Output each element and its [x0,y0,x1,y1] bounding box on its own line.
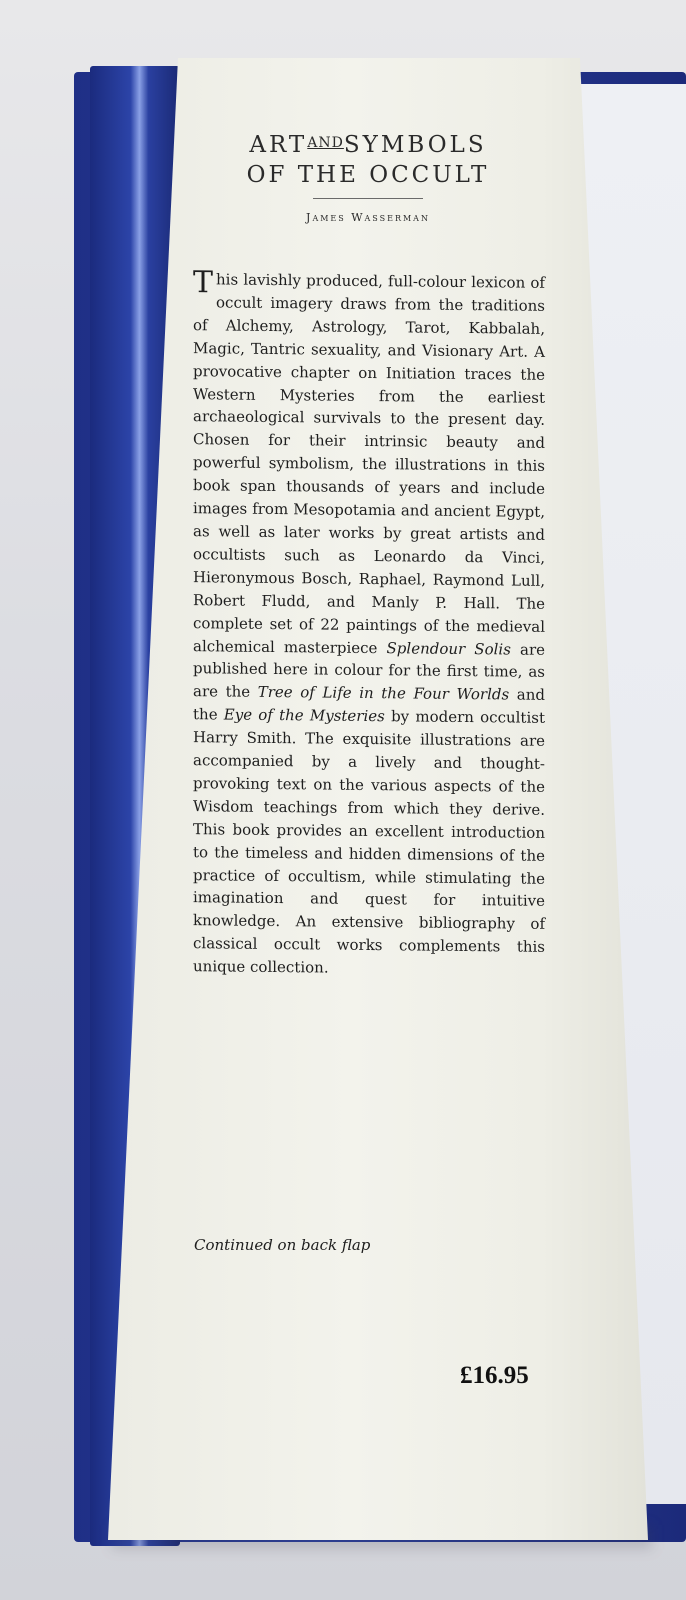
title-divider [313,198,423,199]
flap-header [182,128,554,250]
blurb-part-2: are published here in colour for the first time, as are the [193,639,545,702]
blurb-part-4: by modern occultist Harry Smith. The exquisite illustrations are accompanied by a lively and thought-provoking text on the various aspects of the Wisdom teachings from which they derive. This book provides an excellent introduction to the timeless and hidden dimensions of the practice of occultism, while stimulating the imagination and quest for intuitive knowledge. An extensive bibliography of classical occult works complements this unique collection. [193,707,545,977]
title-word-art: ART [249,132,308,158]
blurb-text [193,265,545,982]
continued-note: Continued on back flap [194,1236,371,1254]
price-label: £16.95 [460,1362,529,1389]
blurb-part-3: and the [193,685,545,724]
blurb-italic-3: Eye of the Mysteries [223,705,385,726]
title-word-and: AND [307,135,344,151]
author-name: James Wasserman [306,211,430,224]
title-word-symbols: SYMBOLS [343,132,487,158]
book-title [182,128,554,190]
blurb-italic-2: Tree of Life in the Four Worlds [257,683,510,704]
drop-cap: T [193,265,214,301]
blurb-part-1: his lavishly produced, full-colour lexicon of occult imagery draws from the traditions of Alchemy, Astrology, Tarot, Kabbalah, Magic, Tantric sexuality, and Visionary Art. A provocative chapter on Initiation traces the Western Mysteries from the earliest archaeological survivals to the present day. Chosen for their intrinsic beauty and powerful symbolism, the illustrations in this book span thousands of years and include images from Mesopotamia and ancient Egypt, as well as later works by great artists and occultists such as Leonardo da Vinci, Hieronymous Bosch, Raphael, Raymond Lull, Robert Fludd, and Manly P. Hall. The complete set of 22 paintings of the medieval alchemical masterpiece [193,270,545,657]
title-line-2: OF THE OCCULT [246,162,490,188]
blurb-italic-1: Splendour Solis [386,638,511,658]
